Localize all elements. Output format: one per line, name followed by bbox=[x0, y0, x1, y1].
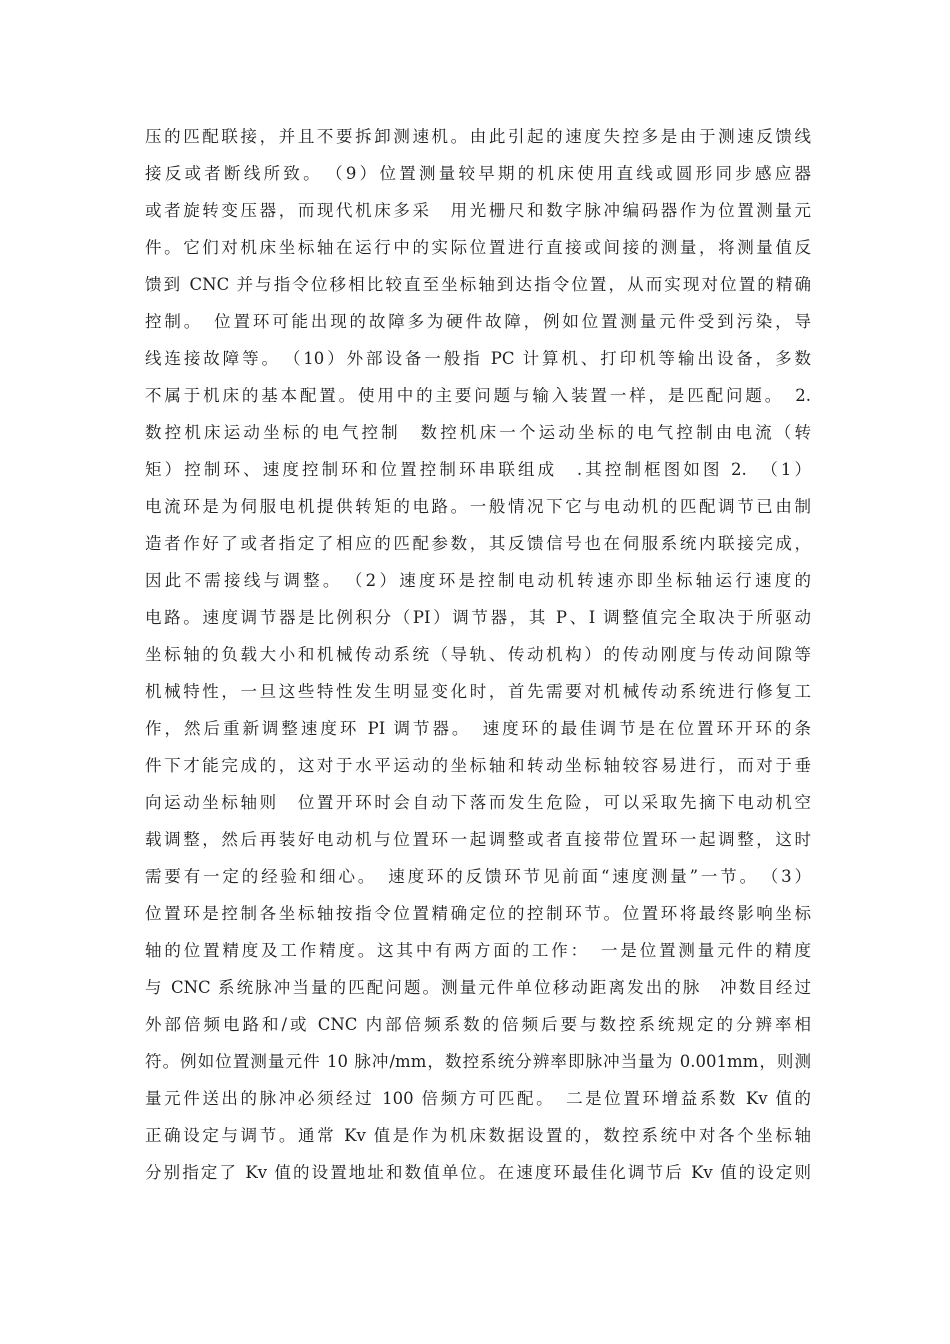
text-line: 接反或者断线所致。 （9）位置测量较早期的机床使用直线或圆形同步感应器 bbox=[145, 164, 811, 183]
text-line: 坐标轴的负载大小和机械传动系统（导轨、传动机构）的传动刚度与传动间隙等 bbox=[145, 645, 811, 664]
text-line: 件下才能完成的，这对于水平运动的坐标轴和转动坐标轴较容易进行，而对于垂 bbox=[145, 756, 811, 775]
text-line: 电流环是为伺服电机提供转矩的电路。一般情况下它与电动机的匹配调节已由制 bbox=[145, 497, 811, 516]
text-line: 与 CNC 系统脉冲当量的匹配问题。测量元件单位移动距离发出的脉 冲数目经过 bbox=[145, 978, 811, 997]
body-text bbox=[145, 118, 811, 1191]
text-line: 量元件送出的脉冲必须经过 100 倍频方可匹配。 二是位置环增益系数 Kv 值的 bbox=[145, 1089, 811, 1108]
text-line: 或者旋转变压器，而现代机床多采 用光栅尺和数字脉冲编码器作为位置测量元 bbox=[145, 201, 811, 220]
text-line: 轴的位置精度及工作精度。这其中有两方面的工作： 一是位置测量元件的精度 bbox=[145, 941, 811, 960]
text-line: 馈到 CNC 并与指令位移相比较直至坐标轴到达指令位置，从而实现对位置的精确 bbox=[145, 275, 811, 294]
text-line: 作，然后重新调整速度环 PI 调节器。 速度环的最佳调节是在位置环开环的条 bbox=[145, 719, 811, 738]
text-line: 造者作好了或者指定了相应的匹配参数，其反馈信号也在伺服系统内联接完成， bbox=[145, 534, 811, 553]
text-line: 正确设定与调节。通常 Kv 值是作为机床数据设置的，数控系统中对各个坐标轴 bbox=[145, 1126, 811, 1145]
text-line: 件。它们对机床坐标轴在运行中的实际位置进行直接或间接的测量，将测量值反 bbox=[145, 238, 811, 257]
text-line: 线连接故障等。 （10）外部设备一般指 PC 计算机、打印机等输出设备，多数 bbox=[145, 349, 811, 368]
text-line: 控制。 位置环可能出现的故障多为硬件故障，例如位置测量元件受到污染，导 bbox=[145, 312, 811, 331]
text-line: 压的匹配联接，并且不要拆卸测速机。由此引起的速度失控多是由于测速反馈线 bbox=[145, 127, 811, 146]
text-line: 电路。速度调节器是比例积分（PI）调节器，其 P、I 调整值完全取决于所驱动 bbox=[145, 608, 811, 627]
text-line: 矩）控制环、速度控制环和位置控制环串联组成 .其控制框图如图 2. （1） bbox=[145, 460, 811, 479]
text-line: 载调整，然后再装好电动机与位置环一起调整或者直接带位置环一起调整，这时 bbox=[145, 830, 811, 849]
text-line: 需要有一定的经验和细心。 速度环的反馈环节见前面“速度测量”一节。 （3） bbox=[145, 867, 811, 886]
text-line: 外部倍频电路和/或 CNC 内部倍频系数的倍频后要与数控系统规定的分辨率相 bbox=[145, 1015, 811, 1034]
text-line: 机械特性，一旦这些特性发生明显变化时，首先需要对机械传动系统进行修复工 bbox=[145, 682, 811, 701]
text-line: 向运动坐标轴则 位置开环时会自动下落而发生危险，可以采取先摘下电动机空 bbox=[145, 793, 811, 812]
text-line: 数控机床运动坐标的电气控制 数控机床一个运动坐标的电气控制由电流（转 bbox=[145, 423, 811, 442]
text-line: 位置环是控制各坐标轴按指令位置精确定位的控制环节。位置环将最终影响坐标 bbox=[145, 904, 811, 923]
text-line: 分别指定了 Kv 值的设置地址和数值单位。在速度环最佳化调节后 Kv 值的设定则 bbox=[145, 1163, 811, 1182]
text-line: 因此不需接线与调整。 （2）速度环是控制电动机转速亦即坐标轴运行速度的 bbox=[145, 571, 811, 590]
text-line: 不属于机床的基本配置。使用中的主要问题与输入装置一样，是匹配问题。 2. bbox=[145, 386, 811, 405]
text-line: 符。例如位置测量元件 10 脉冲/mm，数控系统分辨率即脉冲当量为 0.001mm，则测 bbox=[145, 1052, 811, 1071]
